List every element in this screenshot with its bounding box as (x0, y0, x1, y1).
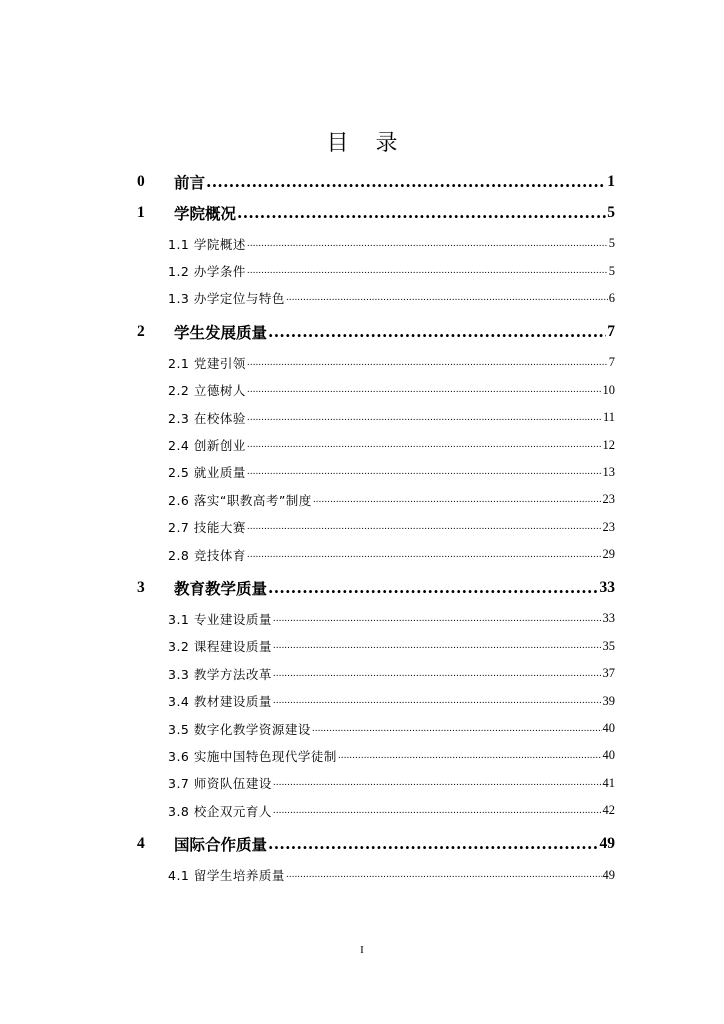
toc-page-number: 40 (602, 721, 615, 736)
toc-section-title: 3.8 校企双元育人 (168, 803, 272, 819)
toc-page-number: 5 (607, 203, 615, 221)
toc-page-number: 29 (602, 547, 615, 562)
toc-page-number: 40 (602, 748, 615, 763)
toc-chapter-number: 2 (137, 322, 145, 340)
toc-section-entry[interactable] (137, 687, 615, 714)
toc-leader-dots (286, 870, 602, 880)
toc-page-number: 23 (602, 519, 615, 534)
toc-section-title: 2.4 创新创业 (168, 438, 246, 454)
toc-leader-dots (286, 293, 608, 303)
toc-leader-dots (268, 578, 598, 597)
toc-page-number: 11 (602, 410, 615, 425)
toc-leader-dots (247, 550, 602, 560)
toc-chapter-entry[interactable] (137, 316, 615, 347)
toc-chapter-title: 国际合作质量 (174, 835, 268, 854)
toc-section-title: 2.6 落实“职教高考”制度 (168, 492, 312, 508)
toc-section-title: 1.1 学院概述 (168, 236, 246, 252)
toc-section-entry[interactable] (137, 861, 615, 888)
footer-page-number: I (360, 944, 364, 956)
toc-page-number: 49 (599, 834, 615, 852)
toc-section-entry[interactable] (137, 770, 615, 797)
toc-section-title: 4.1 留学生培养质量 (168, 868, 285, 884)
toc-page-number: 6 (608, 290, 615, 305)
toc-section-title: 3.5 数字化教学资源建设 (168, 721, 311, 737)
toc-section-title: 2.2 立德树人 (168, 383, 246, 399)
toc-leader-dots (313, 495, 602, 505)
toc-leader-dots (273, 669, 602, 679)
toc-leader-dots (273, 778, 602, 788)
toc-section-title: 3.2 课程建设质量 (168, 639, 272, 655)
toc-leader-dots (247, 358, 608, 368)
toc-chapter-number: 1 (137, 203, 145, 221)
toc-page-number: 7 (607, 322, 615, 340)
toc-section-entry[interactable] (137, 715, 615, 742)
toc-section-entry[interactable] (137, 349, 615, 376)
toc-leader-dots (312, 724, 602, 734)
toc-section-title: 3.3 教学方法改革 (168, 666, 272, 682)
toc-page-number: 23 (602, 492, 615, 507)
toc-section-title: 3.7 师资队伍建设 (168, 776, 272, 792)
toc-section-entry[interactable] (137, 486, 615, 513)
toc-leader-dots (268, 834, 598, 853)
toc-title: 目 录 (326, 131, 408, 156)
toc-section-title: 2.3 在校体验 (168, 410, 246, 426)
toc-section-title: 2.1 党建引领 (168, 355, 246, 371)
toc-section-title: 2.5 就业质量 (168, 465, 246, 481)
toc-chapter-title: 学院概况 (174, 204, 237, 223)
toc-chapter-title: 前言 (174, 173, 206, 192)
toc-section-title: 1.2 办学条件 (168, 264, 246, 280)
toc-section-title: 3.6 实施中国特色现代学徒制 (168, 748, 337, 764)
toc-leader-dots (247, 266, 608, 276)
toc-leader-dots (273, 641, 602, 651)
toc-section-entry[interactable] (137, 431, 615, 458)
toc-leader-dots (206, 172, 606, 191)
toc-page-number: 1 (607, 172, 615, 190)
toc-section-entry[interactable] (137, 377, 615, 404)
toc-page-number: 33 (599, 578, 615, 596)
toc-section-entry[interactable] (137, 797, 615, 824)
toc-leader-dots (247, 413, 602, 423)
toc-leader-dots (247, 467, 602, 477)
toc-page-number: 5 (608, 263, 615, 278)
toc-chapter-entry[interactable] (137, 572, 615, 603)
toc-section-entry[interactable] (137, 742, 615, 769)
toc-page-number: 49 (602, 867, 615, 882)
toc-section-entry[interactable] (137, 660, 615, 687)
toc-section-entry[interactable] (137, 633, 615, 660)
toc-section-title: 3.1 专业建设质量 (168, 611, 272, 627)
toc-leader-dots (273, 614, 602, 624)
table-of-contents (137, 166, 615, 889)
toc-page-number: 13 (602, 464, 615, 479)
toc-section-entry[interactable] (137, 541, 615, 568)
toc-section-entry[interactable] (137, 230, 615, 257)
toc-page-number: 5 (608, 236, 615, 251)
toc-leader-dots (247, 522, 602, 532)
toc-leader-dots (247, 385, 602, 395)
toc-section-entry[interactable] (137, 257, 615, 284)
toc-leader-dots (273, 696, 602, 706)
toc-section-title: 3.4 教材建设质量 (168, 694, 272, 710)
toc-section-title: 2.7 技能大赛 (168, 520, 246, 536)
toc-section-entry[interactable] (137, 459, 615, 486)
toc-section-entry[interactable] (137, 404, 615, 431)
toc-page-number: 10 (602, 382, 615, 397)
toc-chapter-title: 学生发展质量 (174, 323, 268, 342)
toc-section-entry[interactable] (137, 514, 615, 541)
toc-chapter-entry[interactable] (137, 197, 615, 228)
toc-page-number: 7 (608, 355, 615, 370)
toc-section-entry[interactable] (137, 285, 615, 312)
toc-page-number: 39 (602, 693, 615, 708)
toc-page-number: 12 (602, 437, 615, 452)
toc-chapter-title: 教育教学质量 (174, 579, 268, 598)
toc-page-number: 41 (602, 775, 615, 790)
toc-chapter-number: 0 (137, 172, 145, 190)
toc-leader-dots (273, 806, 602, 816)
toc-chapter-number: 4 (137, 834, 145, 852)
toc-chapter-entry[interactable] (137, 828, 615, 859)
toc-leader-dots (237, 203, 606, 222)
toc-page-number: 35 (602, 638, 615, 653)
toc-section-title: 1.3 办学定位与特色 (168, 291, 285, 307)
toc-section-title: 2.8 竞技体育 (168, 547, 246, 563)
toc-section-entry[interactable] (137, 605, 615, 632)
toc-page-number: 37 (602, 666, 615, 681)
toc-chapter-entry[interactable] (137, 166, 615, 197)
toc-leader-dots (247, 440, 602, 450)
toc-page-number: 33 (602, 611, 615, 626)
toc-chapter-number: 3 (137, 578, 145, 596)
toc-leader-dots (247, 239, 608, 249)
toc-page-number: 42 (602, 803, 615, 818)
toc-leader-dots (268, 322, 606, 341)
toc-leader-dots (338, 751, 602, 761)
